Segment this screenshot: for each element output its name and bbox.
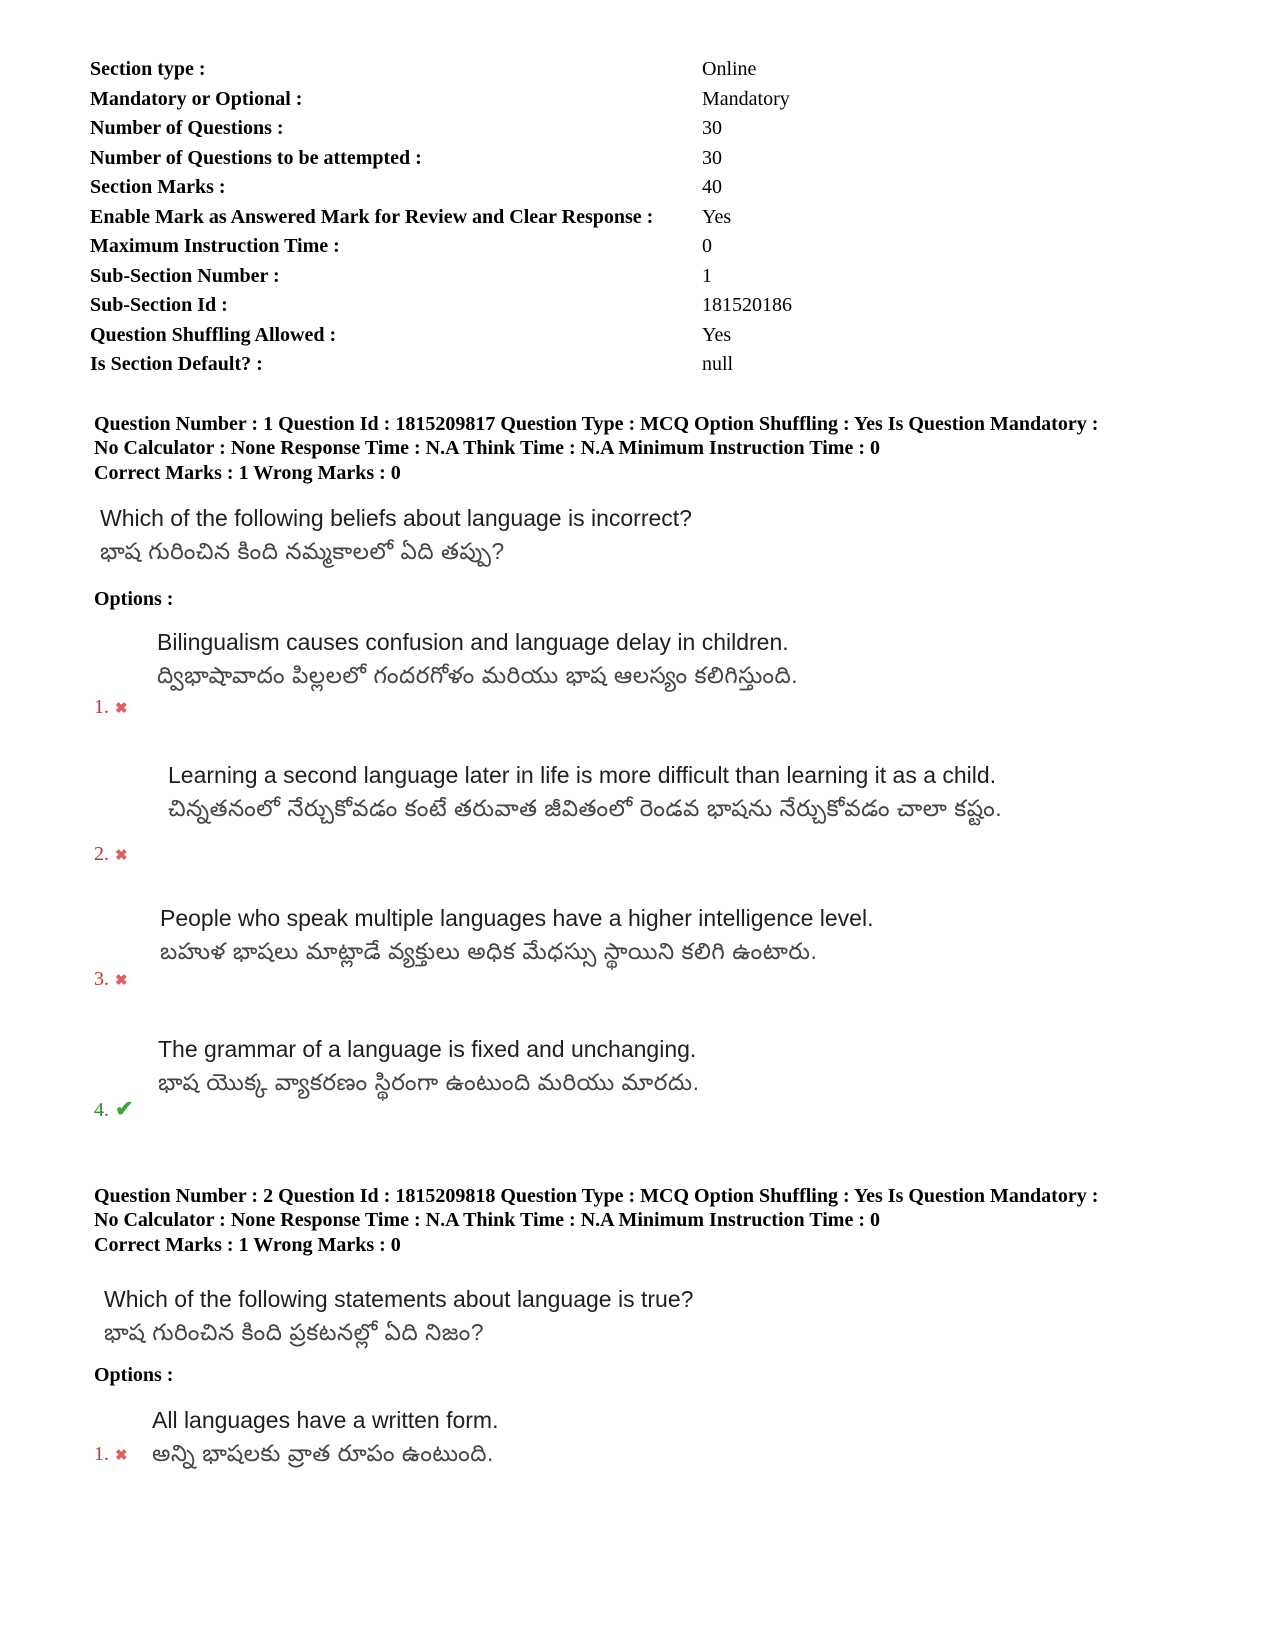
option-number bbox=[94, 843, 128, 866]
question-text-telugu: భాష గురించిన కింది నమ్మకాలలో ఏది తప్పు? bbox=[100, 538, 505, 564]
option-text-telugu: ద్విభాషావాదం పిల్లలలో గందరగోళం మరియు భాష ఆలస్యం కలిగిస్తుంది. bbox=[157, 662, 799, 688]
info-label: Is Section Default? : bbox=[90, 353, 263, 375]
option-text-english: Learning a second language later in life is more difficult than learning it as a child. bbox=[168, 762, 997, 788]
option-number-label: 3. bbox=[94, 968, 109, 990]
option-number bbox=[94, 1443, 128, 1466]
info-value: null bbox=[702, 353, 734, 375]
question-2-text bbox=[104, 1283, 693, 1349]
question-text-english: Which of the following statements about language is true? bbox=[104, 1286, 694, 1312]
cross-icon: ✖ bbox=[115, 973, 128, 989]
option-text bbox=[160, 902, 1160, 968]
option-text-english: All languages have a written form. bbox=[152, 1407, 499, 1433]
question-1-text bbox=[100, 502, 692, 568]
cross-icon: ✖ bbox=[115, 1448, 128, 1464]
question-2-header bbox=[94, 1184, 1098, 1232]
info-label: Enable Mark as Answered Mark for Review and Clear Response : bbox=[90, 205, 654, 228]
question-header-line: Question Number : 2 Question Id : 1815209818 Question Type : MCQ Option Shuffling : Yes Is Question Mandatory : bbox=[94, 1185, 1099, 1207]
question-header-line: No Calculator : None Response Time : N.A Think Time : N.A Minimum Instruction Time : 0 bbox=[94, 437, 880, 459]
option-number bbox=[94, 968, 128, 991]
info-value: 181520186 bbox=[702, 294, 792, 316]
option-text-telugu: బహుళ భాషలు మాట్లాడే వ్యక్తులు అధిక మేధస్సు స్థాయిని కలిగి ఉంటారు. bbox=[160, 938, 818, 964]
question-header-line: Question Number : 1 Question Id : 1815209817 Question Type : MCQ Option Shuffling : Yes Is Question Mandatory : bbox=[94, 413, 1099, 435]
question-1-header bbox=[94, 412, 1098, 460]
info-label: Number of Questions : bbox=[90, 117, 284, 139]
info-label: Section type : bbox=[90, 58, 206, 80]
info-label: Maximum Instruction Time : bbox=[90, 235, 340, 257]
question-text-english: Which of the following beliefs about language is incorrect? bbox=[100, 505, 692, 531]
info-value: 30 bbox=[702, 117, 722, 139]
options-label: Options : bbox=[94, 1364, 174, 1386]
question-2-marks: Correct Marks : 1 Wrong Marks : 0 bbox=[94, 1234, 401, 1256]
option-text-telugu: భాష యొక్క వ్యాకరణం స్థిరంగా ఉంటుంది మరియు మారదు. bbox=[158, 1069, 700, 1095]
option-number-label: 1. bbox=[94, 1443, 109, 1465]
info-value: Mandatory bbox=[702, 87, 790, 110]
cross-icon: ✖ bbox=[115, 701, 128, 717]
option-number-label: 4. bbox=[94, 1099, 109, 1121]
info-value: Yes bbox=[702, 323, 732, 346]
options-label: Options : bbox=[94, 588, 174, 610]
info-label: Mandatory or Optional : bbox=[90, 87, 303, 110]
question-header-line: No Calculator : None Response Time : N.A Think Time : N.A Minimum Instruction Time : 0 bbox=[94, 1209, 880, 1231]
question-text-telugu: భాష గురించిన కింది ప్రకటనల్లో ఏది నిజం? bbox=[104, 1319, 485, 1345]
option-text bbox=[158, 1033, 1158, 1099]
option-number bbox=[94, 1096, 133, 1122]
info-label: Sub-Section Number : bbox=[90, 264, 280, 287]
info-value: Yes bbox=[702, 205, 732, 228]
option-number-label: 1. bbox=[94, 696, 109, 718]
info-value: 1 bbox=[702, 264, 712, 287]
option-number-label: 2. bbox=[94, 843, 109, 865]
cross-icon: ✖ bbox=[115, 848, 128, 864]
option-text-english: Bilingualism causes confusion and language delay in children. bbox=[157, 629, 789, 655]
option-text-telugu: చిన్నతనంలో నేర్చుకోవడం కంటే తరువాత జీవితంలో రెండవ భాషను నేర్చుకోవడం చాలా కష్టం. bbox=[168, 795, 1003, 821]
option-text bbox=[152, 1404, 1152, 1470]
info-value: 40 bbox=[702, 176, 722, 198]
info-value: Online bbox=[702, 58, 757, 80]
option-text bbox=[168, 759, 1128, 825]
option-text-english: The grammar of a language is fixed and unchanging. bbox=[158, 1036, 697, 1062]
info-label: Sub-Section Id : bbox=[90, 294, 228, 316]
option-text-telugu: అన్ని భాషలకు వ్రాత రూపం ఉంటుంది. bbox=[152, 1440, 494, 1466]
info-label: Number of Questions to be attempted : bbox=[90, 146, 422, 169]
option-text-english: People who speak multiple languages have a higher intelligence level. bbox=[160, 905, 874, 931]
info-label: Section Marks : bbox=[90, 176, 226, 198]
info-value: 0 bbox=[702, 235, 712, 257]
info-value: 30 bbox=[702, 146, 722, 169]
question-1-marks: Correct Marks : 1 Wrong Marks : 0 bbox=[94, 462, 401, 484]
info-label: Question Shuffling Allowed : bbox=[90, 323, 337, 346]
check-icon: ✔ bbox=[115, 1096, 134, 1121]
option-text bbox=[157, 626, 1157, 692]
option-number bbox=[94, 696, 128, 719]
